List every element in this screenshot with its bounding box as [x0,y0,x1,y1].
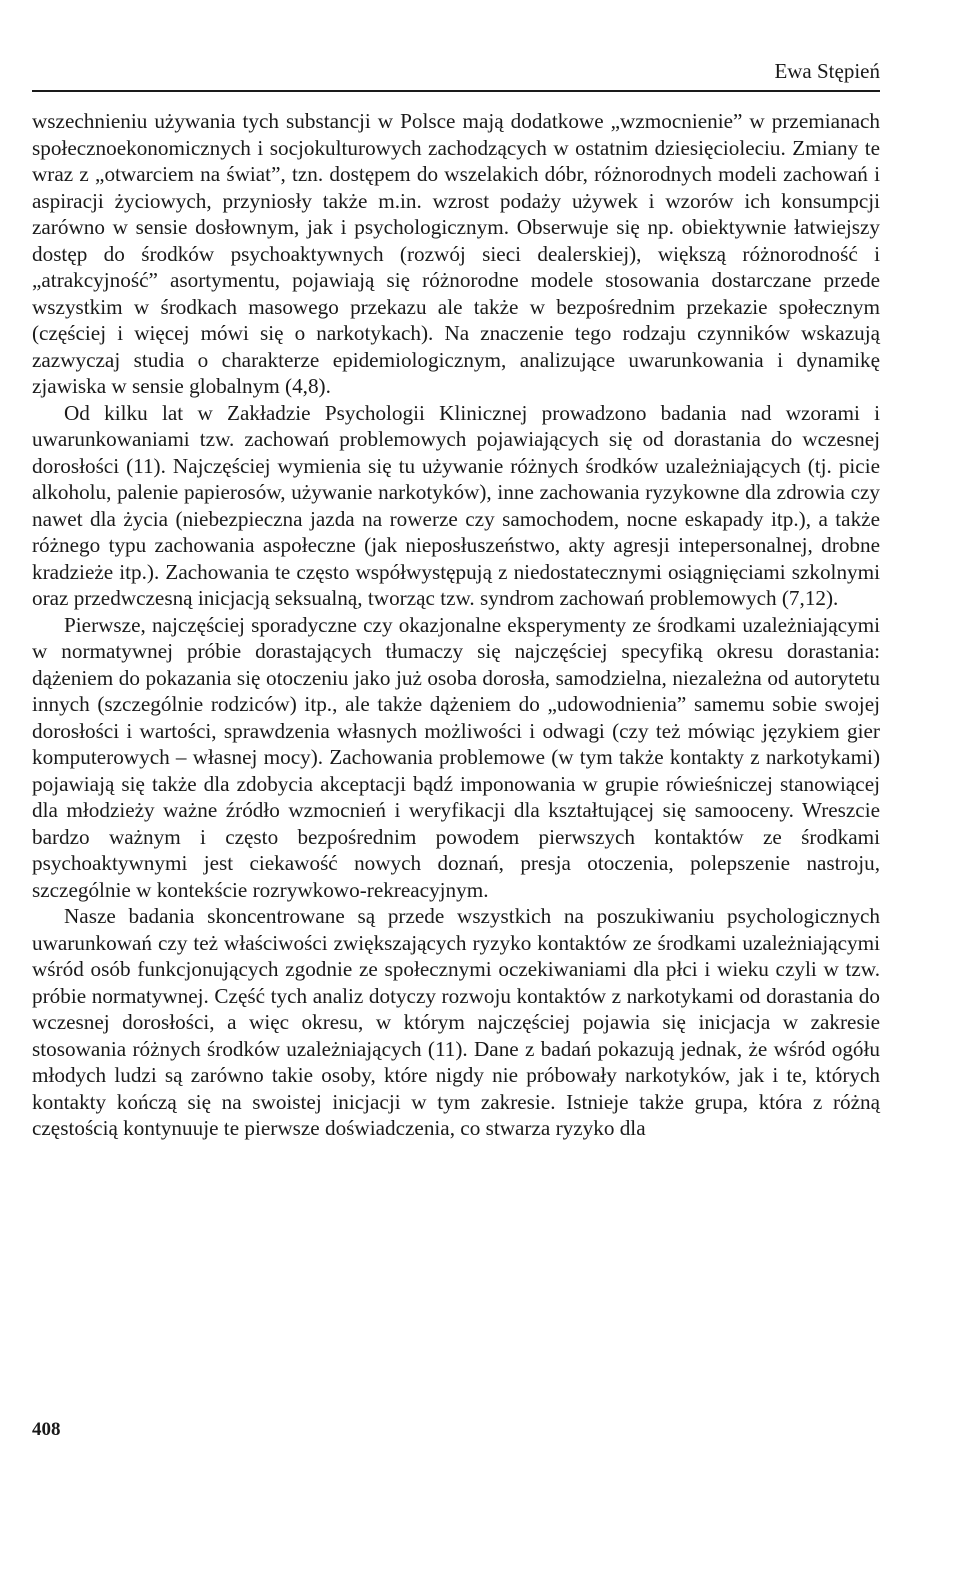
running-header-author: Ewa Stępień [774,59,880,83]
paragraph-continuation: wszechnieniu używania tych substancji w Polsce mają dodatkowe „wzmocnienie” w przemianach społecznoekonomicznych i socjokulturowych zachodzących w ostatnim dziesięcioleciu. Zmiany te wraz z „otwarciem na świat”, tzn. dostępem do wszelakich dóbr, różnorodnych modeli zachowań i aspiracji życiowych, przyniosły także m.in. wzrost podaży używek i wzorów ich konsumpcji zarówno w sensie dosłownym, jak i psychologicznym. Obserwuje się np. obiektywnie łatwiejszy dostęp do środków psychoaktywnych (rozwój sieci dealerskiej), większą różnorodność i „atrakcyjność” asortymentu, pojawiają się różnorodne modele stosowania dostarczane przede wszystkim w środkach masowego przekazu ale także w bezpośrednim przekazie społecznym (częściej i więcej mówi się o narkotykach). Na znaczenie tego rodzaju czynników wskazują zazwyczaj studia o charakterze epidemiologicznym, analizujące uwarunkowania i dynamikę zjawiska w sensie globalnym (4,8). [32,109,880,398]
paragraph: Od kilku lat w Zakładzie Psychologii Klinicznej prowadzono badania nad wzorami i uwarunkowaniami tzw. zachowań problemowych pojawiających się od dorastania do wczesnej dorosłości (11). Najczęściej wymienia się tu używanie różnych środków uzależniających (tj. picie alkoholu, palenie papierosów, używanie narkotyków), inne zachowania ryzykowne dla zdrowia czy nawet dla życia (niebezpieczna jazda na rowerze czy samochodem, nocne eskapady itp.), a także różnego typu zachowania aspołeczne (jak nieposłuszeństwo, akty agresji intepersonalnej, drobne kradzieże itp.). Zachowania te często współwystępują z niedostatecznymi osiągnięciami szkolnymi oraz przedwczesną inicjacją seksualną, tworząc tzw. syndrom zachowań problemowych (7,12). [32,400,880,610]
paragraph: Pierwsze, najczęściej sporadyczne czy okazjonalne eksperymenty ze środkami uzależniającymi w normatywnej próbie dorastających tłumaczy się najczęściej specyfiką okresu dorastania: dążeniem do pokazania się otoczeniu jako już osoba dorosła, samodzielna, niezależna od autorytetu innych (szczególnie rodziców) itp., ale także dążeniem do „udowodnienia” samemu sobie swojej dorosłości i wartości, sprawdzenia własnych możliwości i odwagi (czy też mówiąc językiem gier komputerowych – własnej mocy). Zachowania problemowe (w tym także kontakty z narkotykami) pojawiają się także dla zdobycia akceptacji bądź imponowania w grupie rówieśniczej stanowiącej dla młodzieży ważne źródło wzmocnień i weryfikacji dla kształtującej się samooceny. Wreszcie bardzo ważnym i często bezpośrednim powodem pierwszych kontaktów ze środkami psychoaktywnymi jest ciekawość nowych doznań, presja otoczenia, polepszenie nastroju, szczególnie w kontekście rozrywkowo-rekreacyjnym. [32,612,880,902]
header-rule [32,90,880,92]
paragraph: Nasze badania skoncentrowane są przede wszystkich na poszukiwaniu psychologicznych uwarunkowań czy też właściwości zwiększających ryzyko kontaktów ze środkami uzależniającymi wśród osób funkcjonujących zgodnie ze społecznymi oczekiwaniami dla płci i wieku czyli w tzw. próbie normatywnej. Część tych analiz dotyczy rozwoju kontaktów z narkotykami od dorastania do wczesnej dorosłości, a więc okresu, w którym najczęściej pojawia się inicjacja w zakresie stosowania różnych środków uzależniających (11). Dane z badań pokazują jednak, że wśród ogółu młodych ludzi są zarówno takie osoby, które nigdy nie próbowały narkotyków, jak i te, których kontakty kończą się na swoistej inicjacji w tym zakresie. Istnieje także grupa, która z różną częstością kontynuuje te pierwsze doświadczenia, co stwarza ryzyko dla [32,904,880,1140]
page-number: 408 [32,1419,61,1440]
body-text [32,108,880,1142]
